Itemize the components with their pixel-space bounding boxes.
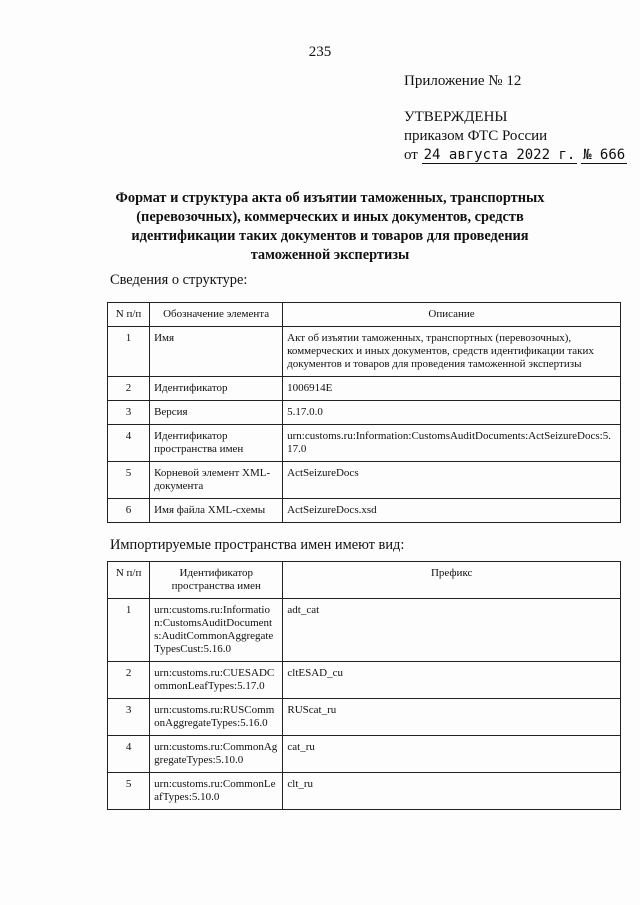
cell-description: urn:customs.ru:Information:CustomsAuditDocuments:ActSeizureDocs:5.17.0 bbox=[283, 425, 621, 462]
cell-prefix: cltESAD_cu bbox=[283, 662, 621, 699]
cell-number: 3 bbox=[108, 401, 150, 425]
namespaces-table bbox=[107, 561, 621, 810]
table-row bbox=[108, 377, 621, 401]
cell-number: 1 bbox=[108, 327, 150, 377]
cell-number: 2 bbox=[108, 662, 150, 699]
cell-number: 4 bbox=[108, 425, 150, 462]
approval-block bbox=[404, 108, 627, 165]
cell-namespace: urn:customs.ru:CommonLeafTypes:5.10.0 bbox=[150, 773, 283, 810]
cell-name: Идентификатор bbox=[150, 377, 283, 401]
table-row bbox=[108, 499, 621, 523]
table-header-row bbox=[108, 303, 621, 327]
table-row bbox=[108, 773, 621, 810]
cell-namespace: urn:customs.ru:RUSCommonAggregateTypes:5.16.0 bbox=[150, 699, 283, 736]
cell-name: Корневой элемент XML-документа bbox=[150, 462, 283, 499]
cell-description: ActSeizureDocs.xsd bbox=[283, 499, 621, 523]
table-row bbox=[108, 425, 621, 462]
cell-namespace: urn:customs.ru:CommonAggregateTypes:5.10.0 bbox=[150, 736, 283, 773]
cell-number: 5 bbox=[108, 462, 150, 499]
cell-name: Версия bbox=[150, 401, 283, 425]
header-namespace-id: Идентификатор пространства имен bbox=[150, 562, 283, 599]
table-row bbox=[108, 662, 621, 699]
cell-number: 6 bbox=[108, 499, 150, 523]
cell-number: 1 bbox=[108, 599, 150, 662]
document-title: Формат и структура акта об изъятии таможенных, транспортных (перевозочных), коммерческих и иных документов, средств идентификации таких документов и товаров для проведения таможенной экспертизы bbox=[115, 190, 545, 263]
namespaces-heading: Импортируемые пространства имен имеют вид: bbox=[110, 537, 405, 553]
table-row bbox=[108, 462, 621, 499]
cell-name: Имя файла XML-схемы bbox=[150, 499, 283, 523]
approval-date-line bbox=[404, 146, 627, 165]
cell-prefix: clt_ru bbox=[283, 773, 621, 810]
table-row bbox=[108, 699, 621, 736]
approval-date: 24 августа 2022 г. bbox=[423, 147, 576, 163]
cell-description: 5.17.0.0 bbox=[283, 401, 621, 425]
cell-prefix: RUScat_ru bbox=[283, 699, 621, 736]
header-element-name: Обозначение элемента bbox=[150, 303, 283, 327]
cell-name: Идентификатор пространства имен bbox=[150, 425, 283, 462]
cell-name: Имя bbox=[150, 327, 283, 377]
approval-number: № 666 bbox=[583, 147, 626, 163]
table-row bbox=[108, 599, 621, 662]
structure-table bbox=[107, 302, 621, 523]
header-number: N п/п bbox=[108, 303, 150, 327]
cell-description: Акт об изъятии таможенных, транспортных (перевозочных), коммерческих и иных документов, средств идентификации таких документов и товаров для проведения таможенной экспертизы bbox=[283, 327, 621, 377]
table-row bbox=[108, 327, 621, 377]
cell-number: 2 bbox=[108, 377, 150, 401]
header-prefix: Префикс bbox=[283, 562, 621, 599]
cell-description: 1006914E bbox=[283, 377, 621, 401]
cell-namespace: urn:customs.ru:Information:CustomsAuditDocuments:AuditCommonAggregateTypesCust:5.16.0 bbox=[150, 599, 283, 662]
approval-line-1: УТВЕРЖДЕНЫ bbox=[404, 109, 508, 125]
header-number: N п/п bbox=[108, 562, 150, 599]
table-header-row bbox=[108, 562, 621, 599]
header-description: Описание bbox=[283, 303, 621, 327]
page-number: 235 bbox=[308, 44, 332, 60]
table-row bbox=[108, 736, 621, 773]
approval-line-2: приказом ФТС России bbox=[404, 128, 548, 144]
cell-number: 5 bbox=[108, 773, 150, 810]
cell-namespace: urn:customs.ru:CUESADCommonLeafTypes:5.17.0 bbox=[150, 662, 283, 699]
cell-prefix: adt_cat bbox=[283, 599, 621, 662]
cell-number: 4 bbox=[108, 736, 150, 773]
cell-number: 3 bbox=[108, 699, 150, 736]
appendix-label: Приложение № 12 bbox=[404, 73, 522, 89]
cell-description: ActSeizureDocs bbox=[283, 462, 621, 499]
table-row bbox=[108, 401, 621, 425]
structure-heading: Сведения о структуре: bbox=[110, 272, 248, 288]
cell-prefix: cat_ru bbox=[283, 736, 621, 773]
approval-prefix: от bbox=[404, 147, 418, 163]
